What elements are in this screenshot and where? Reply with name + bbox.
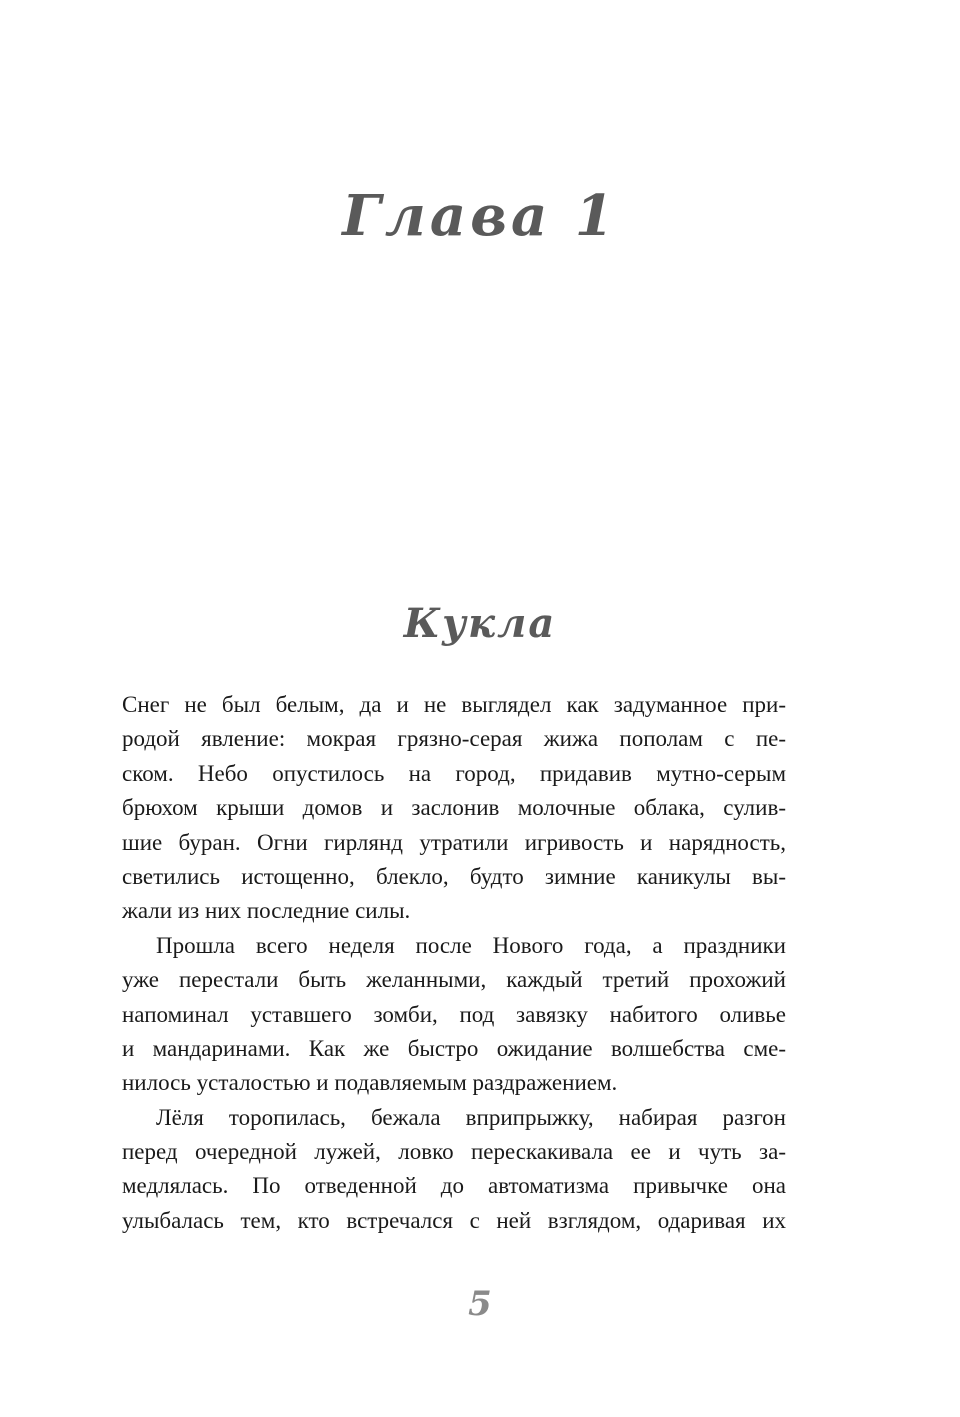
- text-line: улыбалась тем, кто встречался с ней взглядом, одаривая их: [122, 1207, 786, 1233]
- text-line: брюхом крыши домов и заслонив молочные облака, сулив-: [122, 795, 786, 821]
- text-line: нилось усталостью и подавляемым раздражением.: [122, 1070, 618, 1096]
- text-line: и мандаринами. Как же быстро ожидание волшебства сме-: [122, 1035, 786, 1061]
- text-line: ском. Небо опустилось на город, придавив мутно-серым: [122, 760, 786, 786]
- section-title: Кукла: [403, 600, 557, 647]
- text-line: жали из них последние силы.: [122, 898, 411, 924]
- text-line: Прошла всего неделя после Нового года, а праздники: [156, 932, 786, 958]
- text-line: перед очередной лужей, ловко перескакивала ее и чуть за-: [122, 1139, 786, 1165]
- chapter-title: Глава 1: [342, 183, 618, 249]
- text-line: медлялась. По отведенной до автоматизма привычке она: [122, 1173, 786, 1199]
- text-line: Лёля торопилась, бежала вприпрыжку, набирая разгон: [156, 1104, 786, 1130]
- text-line: светились истощенно, блекло, будто зимние каникулы вы-: [122, 863, 786, 889]
- text-line: родой явление: мокрая грязно-серая жижа пополам с пе-: [122, 726, 786, 752]
- text-line: Снег не был белым, да и не выглядел как задуманное при-: [122, 692, 786, 717]
- text-line: напоминал уставшего зомби, под завязку набитого оливье: [122, 1001, 786, 1027]
- text-line: уже перестали быть желанными, каждый третий прохожий: [122, 967, 786, 993]
- body-text: [122, 688, 786, 1238]
- page-number: 5: [468, 1284, 492, 1324]
- text-line: шие буран. Огни гирлянд утратили игривость и нарядность,: [122, 829, 786, 855]
